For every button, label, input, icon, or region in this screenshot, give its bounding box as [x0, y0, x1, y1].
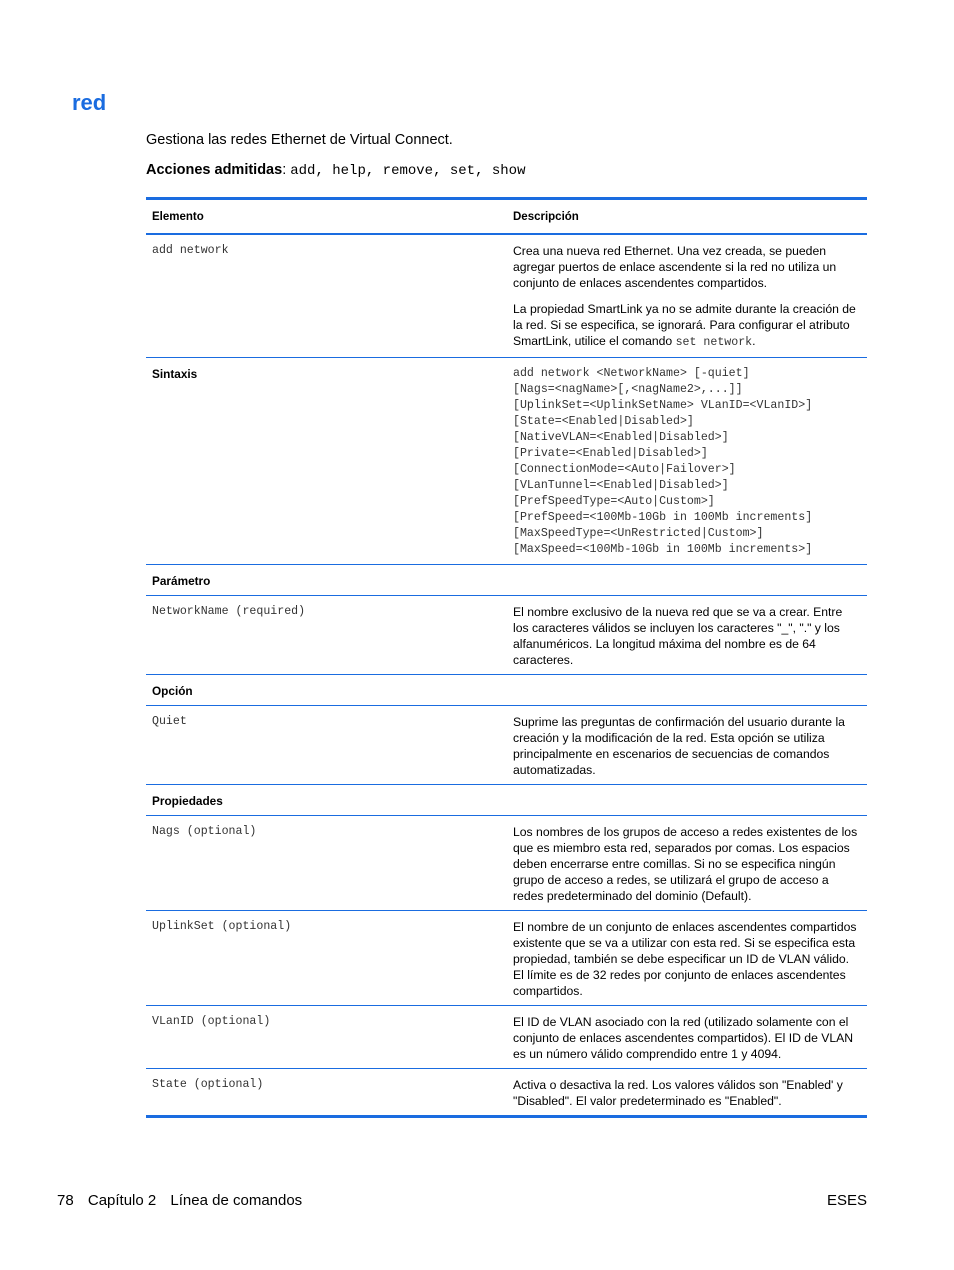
page-title: red — [72, 90, 107, 115]
intro-text: Gestiona las redes Ethernet de Virtual Connect. — [146, 132, 453, 148]
table-row — [146, 911, 867, 1006]
header-description: Descripción — [507, 199, 867, 235]
description-paragraph — [513, 301, 861, 351]
syntax-line: add network <NetworkName> [-quiet] — [513, 367, 750, 380]
syntax-line: [Private=<Enabled|Disabled>] — [513, 447, 708, 460]
element-add-network: add network — [146, 234, 507, 358]
footer-locale: ESES — [826, 1192, 867, 1209]
syntax-line: [PrefSpeedType=<Auto|Custom>] — [513, 495, 715, 508]
syntax-line: [Nags=<nagName>[,<nagName2>,...]] — [513, 383, 743, 396]
syntax-label: Sintaxis — [146, 358, 507, 565]
footer-chapter: Capítulo 2 — [87, 1192, 157, 1209]
syntax-line: [State=<Enabled|Disabled>] — [513, 415, 694, 428]
syntax-line: [MaxSpeed=<100Mb-10Gb in 100Mb increments>] — [513, 543, 813, 556]
description-vlanid: El ID de VLAN asociado con la red (utilizado solamente con el conjunto de enlaces ascendentes compartidos). El ID de VLAN es un número válido comprendido entre 1 y 4094. — [507, 1006, 867, 1069]
table-section-row — [146, 675, 867, 706]
page-number: 78 — [57, 1192, 74, 1209]
empty-cell — [507, 785, 867, 816]
description-add-network — [507, 234, 867, 358]
table-row — [146, 234, 867, 358]
table-row — [146, 816, 867, 911]
description-state: Activa o desactiva la red. Los valores válidos son "Enabled' y "Disabled". El valor predeterminado es "Enabled". — [507, 1069, 867, 1117]
section-option: Opción — [146, 675, 507, 706]
table-row — [146, 706, 867, 785]
actions-list: add, help, remove, set, show — [290, 163, 526, 179]
table-row — [146, 596, 867, 675]
syntax-line: [PrefSpeed=<100Mb-10Gb in 100Mb increments] — [513, 511, 813, 524]
table-header-row — [146, 199, 867, 235]
syntax-line: [MaxSpeedType=<UnRestricted|Custom>] — [513, 527, 764, 540]
element-nags: Nags (optional) — [146, 816, 507, 911]
empty-cell — [507, 675, 867, 706]
element-uplinkset: UplinkSet (optional) — [146, 911, 507, 1006]
description-text: La propiedad SmartLink ya no se admite durante la creación de la red. Si se especifica, se ignorará. Para configurar el atributo SmartLink, utilice el comando — [513, 302, 856, 348]
section-parameter: Parámetro — [146, 565, 507, 596]
description-quiet: Suprime las preguntas de confirmación del usuario durante la creación y la modificación de la red. Esta opción se utiliza principalmente en escenarios de secuencias de comandos automatizadas. — [507, 706, 867, 785]
header-element: Elemento — [146, 199, 507, 235]
footer-left — [57, 1192, 312, 1209]
element-vlanid: VLanID (optional) — [146, 1006, 507, 1069]
actions-separator: : — [282, 162, 287, 178]
actions-label: Acciones admitidas — [146, 162, 283, 178]
description-networkname: El nombre exclusivo de la nueva red que se va a crear. Entre los caracteres válidos se incluyen los caracteres "_", "." y los alfanuméricos. La longitud máxima del nombre es de 64 caracteres. — [507, 596, 867, 675]
section-properties: Propiedades — [146, 785, 507, 816]
command-table — [146, 197, 867, 1118]
element-networkname: NetworkName (required) — [146, 596, 507, 675]
element-quiet: Quiet — [146, 706, 507, 785]
syntax-line: [VLanTunnel=<Enabled|Disabled>] — [513, 479, 729, 492]
description-paragraph: Crea una nueva red Ethernet. Una vez creada, se pueden agregar puertos de enlace ascendente si la red no utiliza un conjunto de enlaces ascendentes compartidos. — [513, 244, 837, 290]
empty-cell — [507, 565, 867, 596]
description-nags: Los nombres de los grupos de acceso a redes existentes de los que es miembro esta red, separados por comas. Los espacios deben encerrarse entre comillas. Si no se especifica ningún grupo de acceso a redes, se utilizará el grupo de acceso a redes predeterminado del dominio (Default). — [507, 816, 867, 911]
table-row — [146, 1006, 867, 1069]
supported-actions — [146, 162, 526, 179]
table-row — [146, 358, 867, 565]
table-section-row — [146, 565, 867, 596]
footer-chapter-title: Línea de comandos — [170, 1192, 303, 1209]
inline-command: set network — [675, 336, 753, 349]
description-uplinkset: El nombre de un conjunto de enlaces ascendentes compartidos existente que se va a utilizar con esta red. Si se especifica esta propiedad, también se debe especificar un ID de VLAN válido. El límite es de 32 redes por conjunto de enlaces ascendentes compartidos. — [507, 911, 867, 1006]
syntax-line: [UplinkSet=<UplinkSetName> VLanID=<VLanID>] — [513, 399, 813, 412]
description-text: . — [752, 334, 756, 348]
syntax-block — [507, 358, 867, 565]
element-state: State (optional) — [146, 1069, 507, 1117]
syntax-line: [ConnectionMode=<Auto|Failover>] — [513, 463, 736, 476]
table-section-row — [146, 785, 867, 816]
table-row — [146, 1069, 867, 1117]
syntax-line: [NativeVLAN=<Enabled|Disabled>] — [513, 431, 729, 444]
